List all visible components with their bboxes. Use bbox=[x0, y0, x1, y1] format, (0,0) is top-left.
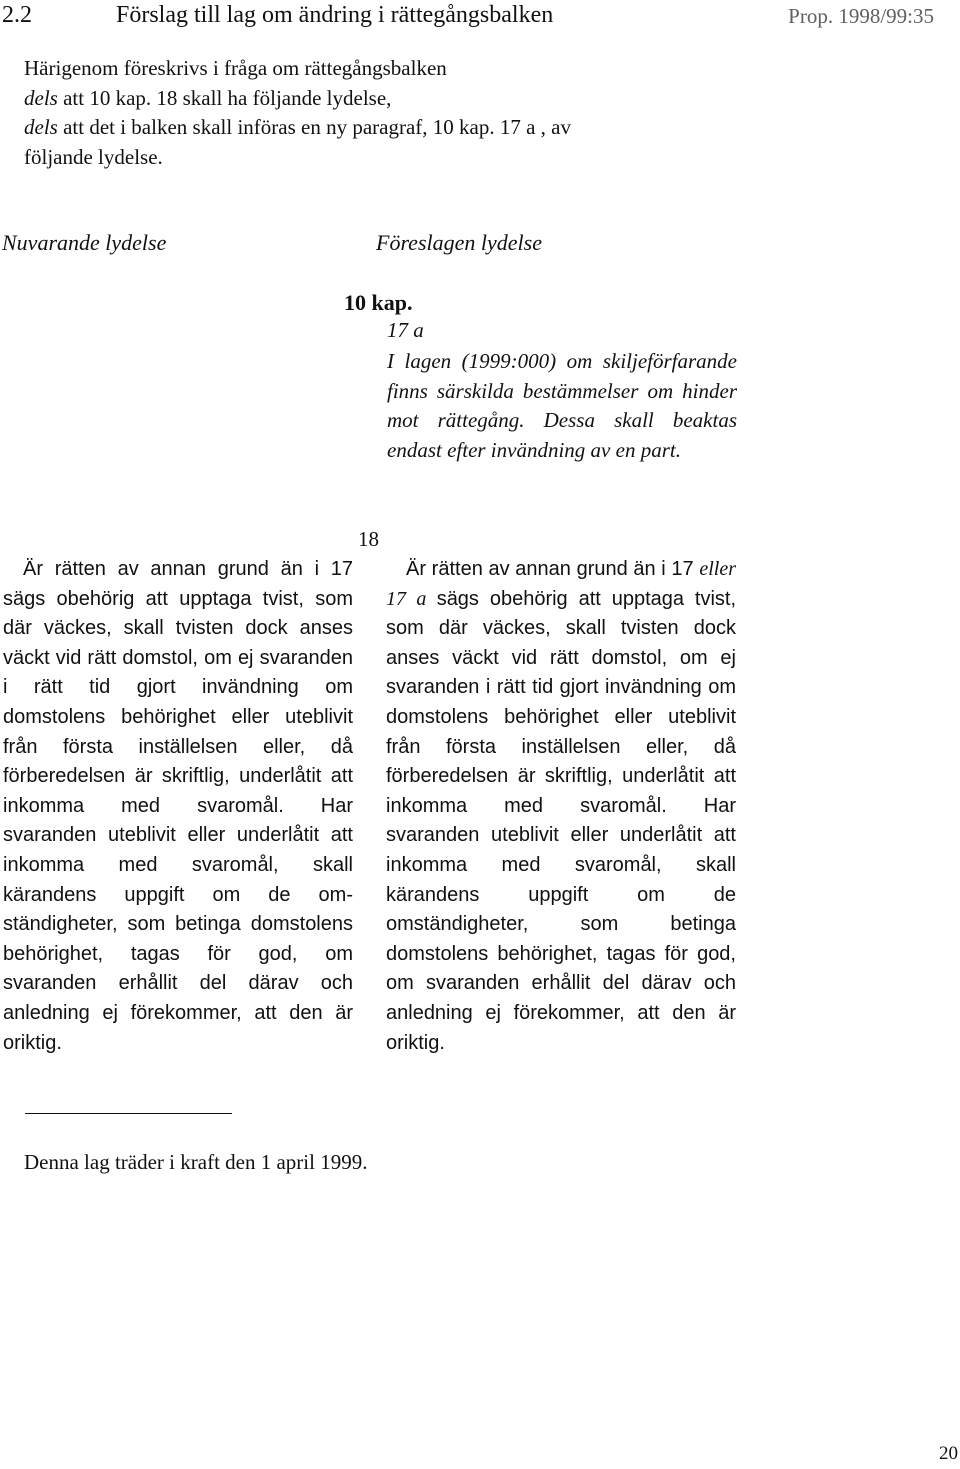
intro-line-rest: att det i balken skall införas en ny paragraf, 10 kap. 17 a , av bbox=[57, 115, 571, 139]
proposition-reference: Prop. 1998/99:35 bbox=[788, 4, 934, 28]
proposed-wording-heading: Föreslagen lydelse bbox=[376, 230, 542, 255]
proposed-section-18-text bbox=[386, 555, 736, 1058]
intro-line bbox=[24, 113, 571, 143]
entry-into-force-text: Denna lag träder i kraft den 1 april 1999. bbox=[24, 1150, 368, 1174]
proposed-inserted-reference: eller 17 a bbox=[386, 558, 736, 610]
intro-line-rest: att 10 kap. 18 skall ha följande lydelse, bbox=[57, 85, 392, 110]
intro-line: Härigenom föreskrivs i fråga om rättegångsbalken bbox=[24, 56, 447, 80]
current-section-18-text bbox=[3, 555, 353, 1058]
intro-line bbox=[24, 84, 571, 114]
current-wording-heading: Nuvarande lydelse bbox=[2, 230, 167, 255]
intro-text bbox=[24, 54, 571, 172]
dels-italic: dels bbox=[24, 85, 58, 110]
dels-italic: dels bbox=[24, 115, 58, 139]
section-17a-text: I lagen (1999:000) om skiljeförfarande finns särskilda bestämmelser om hinder mot rättegång. Dessa skall beaktas endast efter invändning av en part. bbox=[387, 349, 737, 462]
section-17a-label: 17 a bbox=[387, 318, 424, 342]
proposed-text-start: Är rätten av annan grund än i 17 bbox=[406, 558, 700, 580]
section-number: 2.2 bbox=[2, 2, 32, 28]
intro-line: följande lydelse. bbox=[24, 144, 163, 169]
chapter-heading: 10 kap. bbox=[344, 290, 413, 315]
section-title: Förslag till lag om ändring i rättegångsbalken bbox=[116, 2, 554, 28]
footnote-separator bbox=[25, 1113, 232, 1114]
current-section-18-body: Är rätten av annan grund än i 17 sägs obehörig att upptaga tvist, som där väckes, skall tvisten dock anses väckt vid rätt domstol, om ej svaranden i rätt tid gjort invändning om domstolens behörighet eller uteblivit från första inställelsen eller, då förberedelsen är skriftlig, underlåtit att inkomma med svaromål. Har svaranden uteblivit eller underlåtit att inkomma med svaromål, skall kärandens uppgift om de omständigheter, som betinga domstolens behörighet, tagas för god, om svaranden erhållit del därav och anledning ej förekommer, att den är oriktig. bbox=[3, 558, 353, 1054]
proposed-text-rest: sägs obehörig att upptaga tvist, som där väckes, skall tvisten dock anses väckt vid rätt domstol, om ej svaranden i rätt tid gjort invändning om domstolens behörighet eller uteblivit från första inställelsen eller, då förberedelsen är skriftlig, underlåtit att inkomma med svaromål. Har svaranden uteblivit eller underlåtit att inkomma med svaromål, skall kärandens uppgift om de omständigheter, som betinga domstolens behörighet, tagas för god, om svaranden erhållit del därav och anledning ej förekommer, att den är oriktig. bbox=[386, 587, 737, 1054]
section-18-label: 18 bbox=[358, 527, 379, 551]
page-number: 20 bbox=[939, 1443, 958, 1464]
